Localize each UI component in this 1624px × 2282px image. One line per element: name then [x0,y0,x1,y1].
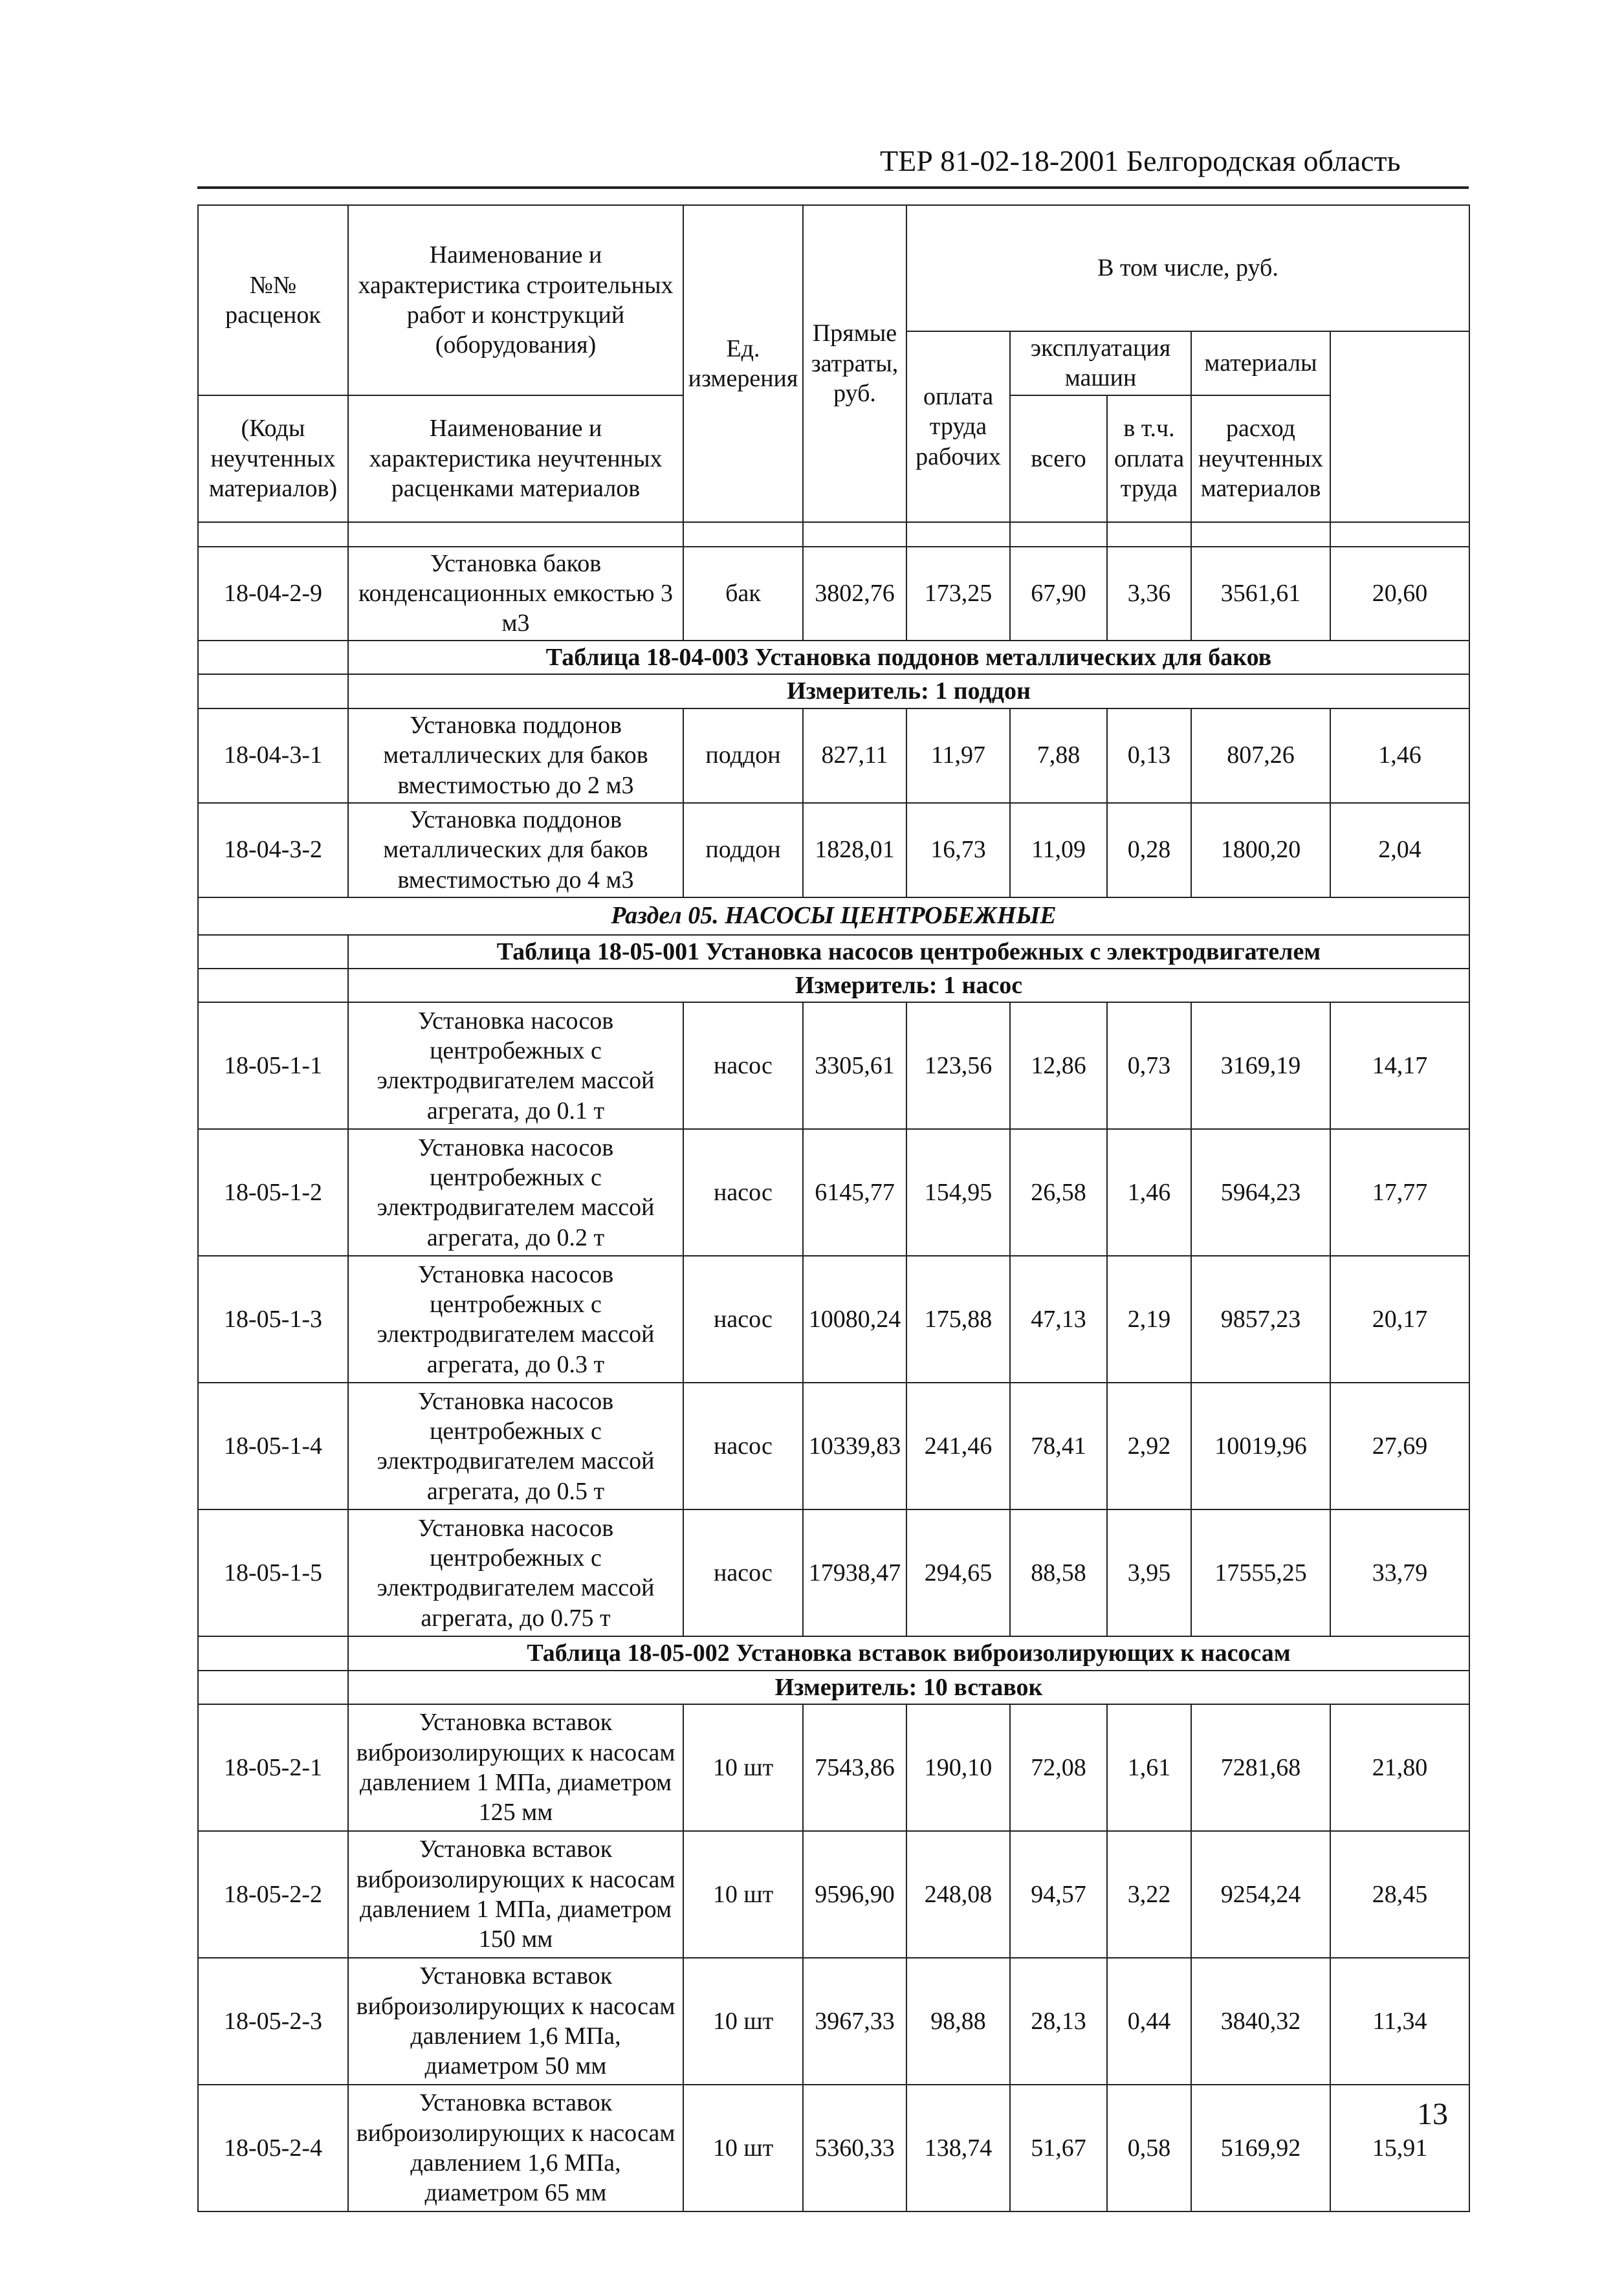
machine-cost: 88,58 [1010,1509,1107,1636]
col-direct-header: Прямые затраты, руб. [803,205,906,522]
table-title-row [198,935,1469,969]
rate-code: 18-04-2-9 [198,547,348,641]
labor-cost: 11,34 [1330,1958,1469,2085]
direct-cost: 10080,24 [803,1256,906,1383]
col-mat-header: материалы [1191,331,1330,395]
measure-row [198,1671,1469,1704]
material-cost: 9857,23 [1191,1256,1330,1383]
work-name: Установка баков конденсационных емкостью 3 м3 [348,547,683,641]
rate-code: 18-05-2-2 [198,1831,348,1958]
col-unit-header: Ед. измерения [683,205,803,522]
machine-cost: 28,13 [1010,1958,1107,2085]
material-cost: 3169,19 [1191,1002,1330,1129]
table-title: Таблица 18-05-002 Установка вставок виброизолирующих к насосам [348,1636,1469,1670]
wage-cost: 175,88 [906,1256,1010,1383]
rate-code: 18-05-2-1 [198,1704,348,1831]
wage-cost: 138,74 [906,2085,1010,2211]
table-row [198,1958,1469,2085]
col-code-sub-header: (Коды неучтенных материалов) [198,395,348,522]
col-mach-total-header: всего [1010,395,1107,522]
wage-cost: 248,08 [906,1831,1010,1958]
work-name: Установка вставок виброизолирующих к насосам давлением 1 МПа, диаметром 150 мм [348,1831,683,1958]
work-name: Установка насосов центробежных с электродвигателем массой агрегата, до 0.3 т [348,1256,683,1383]
work-name: Установка поддонов металлических для баков вместимостью до 2 м3 [348,708,683,803]
wage-cost: 16,73 [906,803,1010,897]
measure-label: Измеритель: 1 поддон [348,674,1469,708]
labor-cost: 15,91 [1330,2085,1469,2211]
table-row [198,1704,1469,1831]
measure-label: Измеритель: 10 вставок [348,1671,1469,1704]
work-name: Установка вставок виброизолирующих к насосам давлением 1,6 МПа, диаметром 50 мм [348,1958,683,2085]
rate-code: 18-04-3-1 [198,708,348,803]
col-incl-header: В том числе, руб. [906,205,1469,331]
direct-cost: 3802,76 [803,547,906,641]
table-title: Таблица 18-04-003 Установка поддонов металлических для баков [348,641,1469,674]
work-name: Установка вставок виброизолирующих к насосам давлением 1 МПа, диаметром 125 мм [348,1704,683,1831]
table-title: Таблица 18-05-001 Установка насосов центробежных с электродвигателем [348,935,1469,969]
machine-cost: 72,08 [1010,1704,1107,1831]
material-cost: 10019,96 [1191,1383,1330,1509]
measure-label: Измеритель: 1 насос [348,969,1469,1002]
labor-cost: 28,45 [1330,1831,1469,1958]
machine-wage: 0,73 [1107,1002,1191,1129]
material-cost: 7281,68 [1191,1704,1330,1831]
measure-row [198,674,1469,708]
material-cost: 5169,92 [1191,2085,1330,2211]
page-number: 13 [1417,2097,1448,2131]
labor-cost: 1,46 [1330,708,1469,803]
work-name: Установка насосов центробежных с электродвигателем массой агрегата, до 0.1 т [348,1002,683,1129]
table-row [198,708,1469,803]
rate-code: 18-05-1-1 [198,1002,348,1129]
machine-cost: 11,09 [1010,803,1107,897]
rate-code: 18-05-1-3 [198,1256,348,1383]
machine-wage: 0,44 [1107,1958,1191,2085]
direct-cost: 7543,86 [803,1704,906,1831]
machine-cost: 12,86 [1010,1002,1107,1129]
unit-cell: поддон [683,708,803,803]
table-row [198,2085,1469,2211]
material-cost: 807,26 [1191,708,1330,803]
machine-cost: 7,88 [1010,708,1107,803]
rate-code: 18-05-2-4 [198,2085,348,2211]
rate-code: 18-04-3-2 [198,803,348,897]
machine-cost: 94,57 [1010,1831,1107,1958]
table-row [198,803,1469,897]
work-name: Установка поддонов металлических для баков вместимостью до 4 м3 [348,803,683,897]
table-title-row [198,641,1469,674]
table-row [198,1256,1469,1383]
rates-table [197,204,1470,2212]
machine-cost: 47,13 [1010,1256,1107,1383]
header-rule [197,186,1469,189]
labor-cost: 17,77 [1330,1129,1469,1256]
table-row [198,1509,1469,1636]
unit-cell: насос [683,1383,803,1509]
unit-cell: 10 шт [683,1958,803,2085]
direct-cost: 5360,33 [803,2085,906,2211]
machine-cost: 26,58 [1010,1129,1107,1256]
direct-cost: 3305,61 [803,1002,906,1129]
wage-cost: 294,65 [906,1509,1010,1636]
machine-wage: 0,58 [1107,2085,1191,2211]
work-name: Установка насосов центробежных с электродвигателем массой агрегата, до 0.2 т [348,1129,683,1256]
material-cost: 1800,20 [1191,803,1330,897]
material-cost: 5964,23 [1191,1129,1330,1256]
machine-wage: 0,28 [1107,803,1191,897]
section-title-row [198,897,1469,935]
rate-code: 18-05-2-3 [198,1958,348,2085]
direct-cost: 827,11 [803,708,906,803]
table-row [198,1002,1469,1129]
unit-cell: 10 шт [683,2085,803,2211]
material-cost: 3561,61 [1191,547,1330,641]
measure-row [198,969,1469,1002]
work-name: Установка насосов центробежных с электродвигателем массой агрегата, до 0.75 т [348,1509,683,1636]
labor-cost: 33,79 [1330,1509,1469,1636]
work-name: Установка вставок виброизолирующих к насосам давлением 1,6 МПа, диаметром 65 мм [348,2085,683,2211]
col-wage-header: оплата труда рабочих [906,331,1010,522]
material-cost: 3840,32 [1191,1958,1330,2085]
machine-wage: 1,61 [1107,1704,1191,1831]
labor-cost: 14,17 [1330,1002,1469,1129]
unit-cell: 10 шт [683,1831,803,1958]
direct-cost: 6145,77 [803,1129,906,1256]
col-mat-sub-header: расход неучтенных материалов [1191,395,1330,522]
material-cost: 9254,24 [1191,1831,1330,1958]
machine-wage: 2,92 [1107,1383,1191,1509]
table-row [198,1383,1469,1509]
direct-cost: 1828,01 [803,803,906,897]
direct-cost: 3967,33 [803,1958,906,2085]
col-mach-header: эксплуатация машин [1010,331,1191,395]
labor-cost: 2,04 [1330,803,1469,897]
col-code-header: №№ расценок [198,205,348,395]
table-row [198,1129,1469,1256]
unit-cell: бак [683,547,803,641]
machine-wage: 0,13 [1107,708,1191,803]
unit-cell: насос [683,1129,803,1256]
section-title: Раздел 05. НАСОСЫ ЦЕНТРОБЕЖНЫЕ [198,897,1469,935]
table-title-row [198,1636,1469,1670]
labor-cost: 20,60 [1330,547,1469,641]
machine-wage: 3,95 [1107,1509,1191,1636]
unit-cell: 10 шт [683,1704,803,1831]
table-row [198,547,1469,641]
direct-cost: 10339,83 [803,1383,906,1509]
wage-cost: 173,25 [906,547,1010,641]
material-cost: 17555,25 [1191,1509,1330,1636]
wage-cost: 241,46 [906,1383,1010,1509]
machine-wage: 2,19 [1107,1256,1191,1383]
col-mach-wage-header: в т.ч. оплата труда [1107,395,1191,522]
col-name-sub-header: Наименование и характеристика неучтенных расценками материалов [348,395,683,522]
spacer-row [198,522,1469,547]
machine-cost: 67,90 [1010,547,1107,641]
document-header: ТЕР 81-02-18-2001 Белгородская область [880,144,1401,177]
table-row [198,1831,1469,1958]
rate-code: 18-05-1-5 [198,1509,348,1636]
labor-cost: 21,80 [1330,1704,1469,1831]
wage-cost: 190,10 [906,1704,1010,1831]
machine-wage: 1,46 [1107,1129,1191,1256]
rate-code: 18-05-1-2 [198,1129,348,1256]
wage-cost: 98,88 [906,1958,1010,2085]
wage-cost: 123,56 [906,1002,1010,1129]
rate-code: 18-05-1-4 [198,1383,348,1509]
labor-cost: 20,17 [1330,1256,1469,1383]
machine-wage: 3,36 [1107,547,1191,641]
wage-cost: 154,95 [906,1129,1010,1256]
unit-cell: насос [683,1509,803,1636]
wage-cost: 11,97 [906,708,1010,803]
unit-cell: насос [683,1002,803,1129]
labor-cost: 27,69 [1330,1383,1469,1509]
work-name: Установка насосов центробежных с электродвигателем массой агрегата, до 0.5 т [348,1383,683,1509]
machine-cost: 78,41 [1010,1383,1107,1509]
machine-wage: 3,22 [1107,1831,1191,1958]
direct-cost: 17938,47 [803,1509,906,1636]
direct-cost: 9596,90 [803,1831,906,1958]
unit-cell: насос [683,1256,803,1383]
header-row [198,205,1469,331]
col-name-header: Наименование и характеристика строительных работ и конструкций (оборудования) [348,205,683,395]
unit-cell: поддон [683,803,803,897]
machine-cost: 51,67 [1010,2085,1107,2211]
